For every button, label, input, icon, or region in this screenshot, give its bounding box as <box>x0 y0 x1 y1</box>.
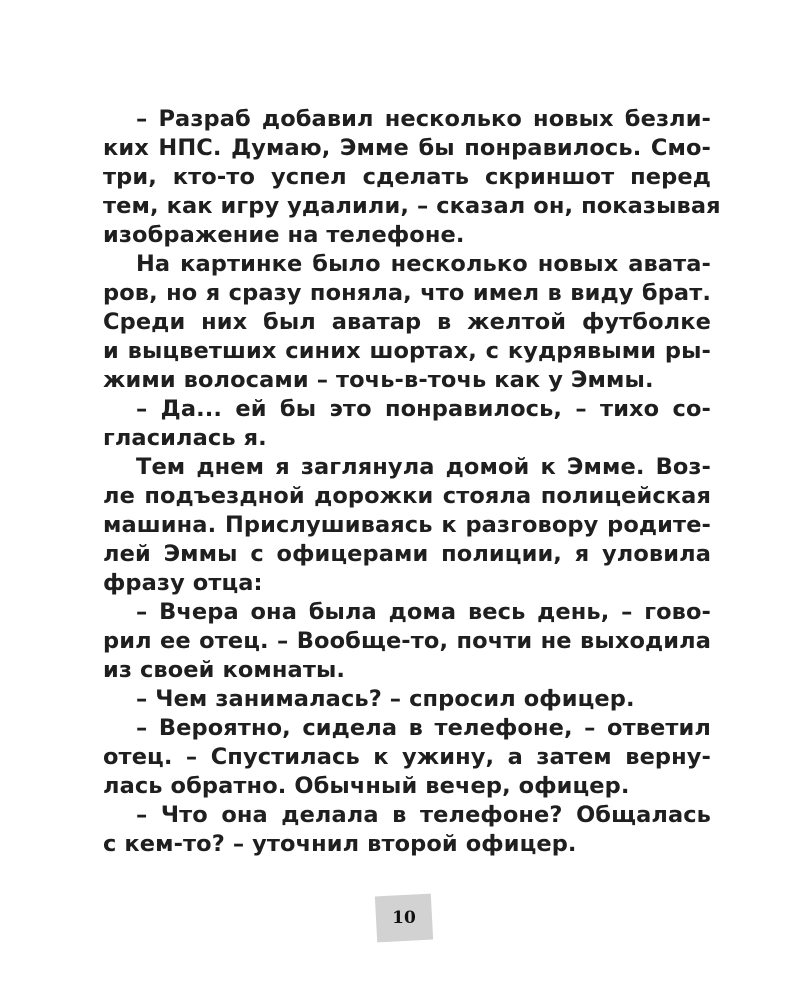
text-line: ле подъездной дорожки стояла полицейская <box>103 483 711 509</box>
text-line: – Разраб добавил несколько новых безли- <box>136 106 711 132</box>
text-line: – Да... ей бы это понравилось, – тихо со- <box>136 396 711 422</box>
text-line: и выцветших синих шортах, с кудрявыми ры- <box>103 338 711 364</box>
text-line: из своей комнаты. <box>103 657 346 683</box>
text-line: изображение на телефоне. <box>103 222 465 248</box>
text-line: жими волосами – точь-в-точь как у Эммы. <box>103 367 654 393</box>
text-line: с кем-то? – уточнил второй офицер. <box>103 831 577 857</box>
text-line: машина. Прислушиваясь к разговору родите- <box>103 512 711 538</box>
page-number-badge <box>375 894 433 943</box>
body-text <box>103 105 721 859</box>
text-line: тем, как игру удалили, – сказал он, показывая <box>103 193 721 219</box>
text-line: Среди них был аватар в желтой футболке <box>103 309 711 335</box>
text-line: отец. – Спустилась к ужину, а затем верну- <box>103 744 711 770</box>
text-line: лей Эммы с офицерами полиции, я уловила <box>103 541 711 567</box>
text-line: лась обратно. Обычный вечер, офицер. <box>103 773 630 799</box>
text-line: рил ее отец. – Вообще-то, почти не выходила <box>103 628 711 654</box>
text-line: – Вероятно, сидела в телефоне, – ответил <box>136 715 711 741</box>
text-line: ров, но я сразу поняла, что имел в виду брат. <box>103 280 711 306</box>
text-line: фразу отца: <box>103 570 263 596</box>
text-line: гласилась я. <box>103 425 267 451</box>
text-line: – Вчера она была дома весь день, – гово- <box>136 599 711 625</box>
text-line: На картинке было несколько новых аватa- <box>136 251 711 277</box>
text-line: Тем днем я заглянула домой к Эмме. Воз- <box>136 454 711 480</box>
text-line: три, кто-то успел сделать скриншот перед <box>103 164 711 190</box>
page-number: 10 <box>392 908 416 928</box>
text-line: ких НПС. Думаю, Эмме бы понравилось. Смо- <box>103 135 711 161</box>
text-line: – Что она делала в телефоне? Общалась <box>136 802 711 828</box>
text-line: – Чем занималась? – спросил офицер. <box>136 686 635 712</box>
